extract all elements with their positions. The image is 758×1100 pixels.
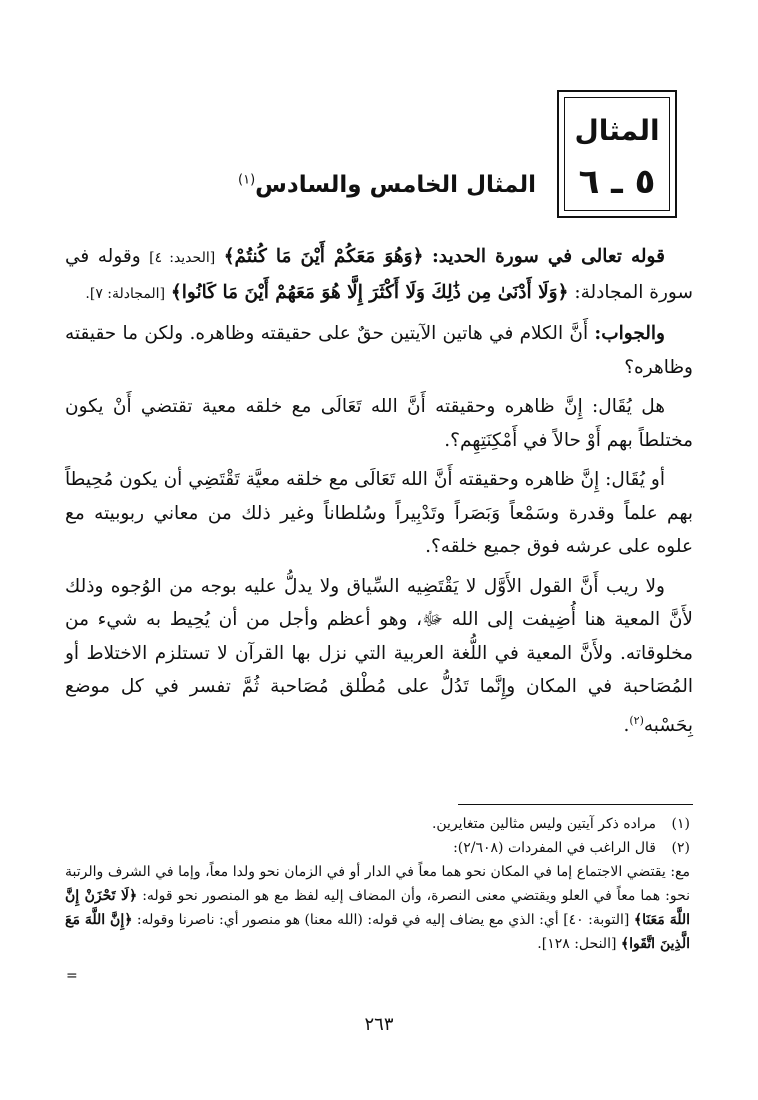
footnote-2-body-text: مع: يقتضي الاجتماع إما في المكان نحو هما معاً في الدار أو في الزمان نحو ولدا معاً، وإما في الشرف والرتبة نحو: هما معاً في العلو ويقتضي معنى النصرة، وأن المضاف إليه لفظ مع هو المنصور نحو قوله: xyxy=(65,864,690,904)
example-box-label: المثال xyxy=(574,114,660,147)
paragraph-1 xyxy=(65,240,693,311)
paragraph-3 xyxy=(65,317,693,384)
paragraph-4-text: هل يُقَال: إِنَّ ظاهره وحقيقته أَنَّ الله تَعَالَى مع خلقه معية تقتضي أَنْ يكون مختلطاً بهم أَوْ حالاً في أَمْكِنَتِهِم؟. xyxy=(65,396,693,451)
example-number-box xyxy=(557,90,677,218)
ref-mujadala: [المجادلة: ٧]. xyxy=(85,285,166,302)
paragraph-5 xyxy=(65,463,693,564)
verse-mujadala: ﴿وَلَا أَدْنَىٰ مِن ذَٰلِكَ وَلَا أَكْثَرَ إِلَّا هُوَ مَعَهُمْ أَيْنَ مَا كَانُوا﴾ xyxy=(170,281,569,303)
footnote-ref-nahl: [النحل: ١٢٨]. xyxy=(537,936,617,952)
footnote-2-marker: (٢) xyxy=(629,713,644,727)
footnotes xyxy=(65,812,690,956)
page-number: ٢٦٣ xyxy=(364,1014,394,1035)
paragraph-6-end: . xyxy=(623,714,630,736)
answer-lead: والجواب: xyxy=(594,323,665,344)
paragraph-1-lead: قوله تعالى في سورة الحديد: xyxy=(431,246,665,267)
footnote-2-body-text-2: أي: الذي مع يضاف إليه في قوله: (الله معنا) هو منصور أي: ناصرنا وقوله: xyxy=(136,912,559,928)
paragraph-6-text: ولا ريب أَنَّ القول الأَوَّل لا يَقْتَضِيه السِّياق ولا يدلُّ عليه بوجه من الوُجوه وذلك لأَنَّ المعية هنا أُضِيفت إلى الله ﷻ، وهو أعظم وأجل من أن يُحِيط به شيء من مخلوقاته. ولأَنَّ المعية في اللُّغة العربية التي نزل بها القرآن لا تستلزم الاختلاط أو المُصَاحبة في المكان وإِنَّما تَدُلُّ على مُطْلق مُصَاحبة ثُمَّ تفسر في كل موضع بِحَسْبه xyxy=(65,575,693,736)
footnote-2 xyxy=(65,836,690,860)
paragraph-6 xyxy=(65,570,693,743)
footnote-separator xyxy=(458,804,693,805)
footnote-2-number: (٢) xyxy=(671,840,690,856)
footnote-ref-tawba: [التوبة: ٤٠] xyxy=(563,912,630,928)
paragraph-4 xyxy=(65,390,693,457)
footnote-2-text: قال الراغب في المفردات (٢/٦٠٨): xyxy=(453,840,656,856)
footnote-1-text: مراده ذكر آيتين وليس مثالين متغايرين. xyxy=(431,816,656,832)
main-text xyxy=(65,240,693,748)
footnote-1 xyxy=(65,812,690,836)
paragraph-5-text: أو يُقَال: إِنَّ ظاهره وحقيقته أَنَّ الله تَعَالَى مع خلقه معيَّة تَقْتَضِي أن يكون مُحِيطاً بهم علماً وقدرة وسَمْعاً وَبَصَراً وتَدْبِيراً وسُلطاناً وغير ذلك من معاني ربوبيته مع علوه على عرشه فوق جميع خلقه؟. xyxy=(65,469,693,557)
footnote-verse-tawba: ﴿لَا تَحْزَنْ إِنَّ اللَّهَ مَعَنَا﴾ xyxy=(65,888,691,928)
footnote-2-body xyxy=(65,860,690,956)
example-box-number: ٥ ـ ٦ xyxy=(578,162,656,202)
ref-hadid: [الحديد: ٤] xyxy=(149,250,216,266)
example-title xyxy=(238,172,536,198)
example-title-text: المثال الخامس والسادس xyxy=(255,172,536,198)
paragraph-2-text: وقوله في سورة المجادلة: xyxy=(65,246,693,303)
continuation-mark: = xyxy=(66,968,78,984)
footnote-verse-nahl: ﴿إِنَّ اللَّهَ مَعَ الَّذِينَ اتَّقَوا﴾ xyxy=(65,912,690,952)
title-footnote-marker: (١) xyxy=(238,172,256,188)
answer-text: أَنَّ الكلام في هاتين الآيتين حقٌ على حقيقته وظاهره. ولكن ما حقيقته وظاهره؟ xyxy=(65,323,693,378)
verse-hadid: ﴿وَهُوَ مَعَكُمْ أَيْنَ مَا كُنتُمْ﴾ xyxy=(223,246,424,267)
footnote-1-number: (١) xyxy=(671,816,690,832)
